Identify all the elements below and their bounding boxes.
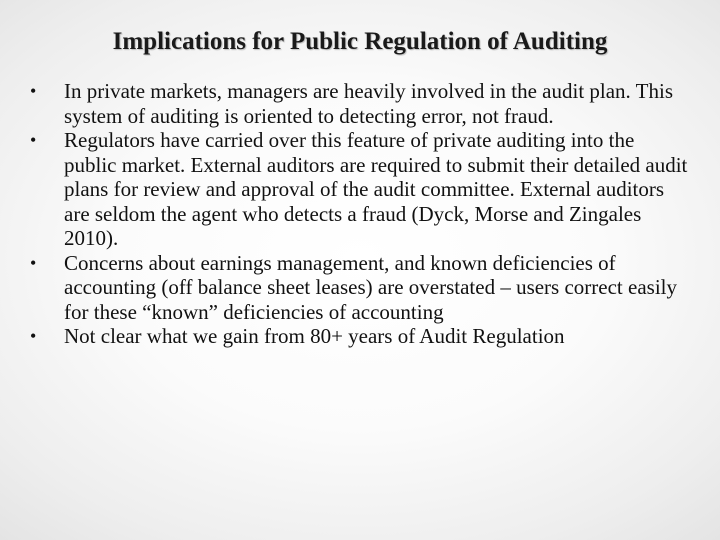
bullet-item-2	[30, 128, 690, 251]
bullet-list	[30, 79, 690, 349]
bullet-text: In private markets, managers are heavily involved in the audit plan. This system of auditing is oriented to detecting error, not fraud.	[64, 79, 674, 128]
bullet-dot-icon: •	[30, 326, 37, 346]
bullet-item-4	[30, 324, 690, 349]
bullet-text: Concerns about earnings management, and known deficiencies of accounting (off balance sheet leases) are overstated – users correct easily for these “known” deficiencies of accounting	[64, 250, 677, 324]
slide-title: Implications for Public Regulation of Auditing	[112, 28, 608, 55]
bullet-dot-icon: •	[30, 252, 37, 273]
bullet-dot-icon: •	[30, 81, 37, 101]
bullet-item-3	[30, 251, 690, 325]
bullet-item-1	[30, 79, 690, 128]
bullet-text: Not clear what we gain from 80+ years of Audit Regulation	[64, 324, 565, 348]
bullet-dot-icon: •	[30, 130, 37, 150]
bullet-text: Regulators have carried over this feature of private auditing into the public market. External auditors are required to submit their detailed audit plans for review and approval of the audit committee. External auditors are seldom the agent who detects a fraud (Dyck, Morse and Zingales 2010).	[64, 128, 688, 250]
